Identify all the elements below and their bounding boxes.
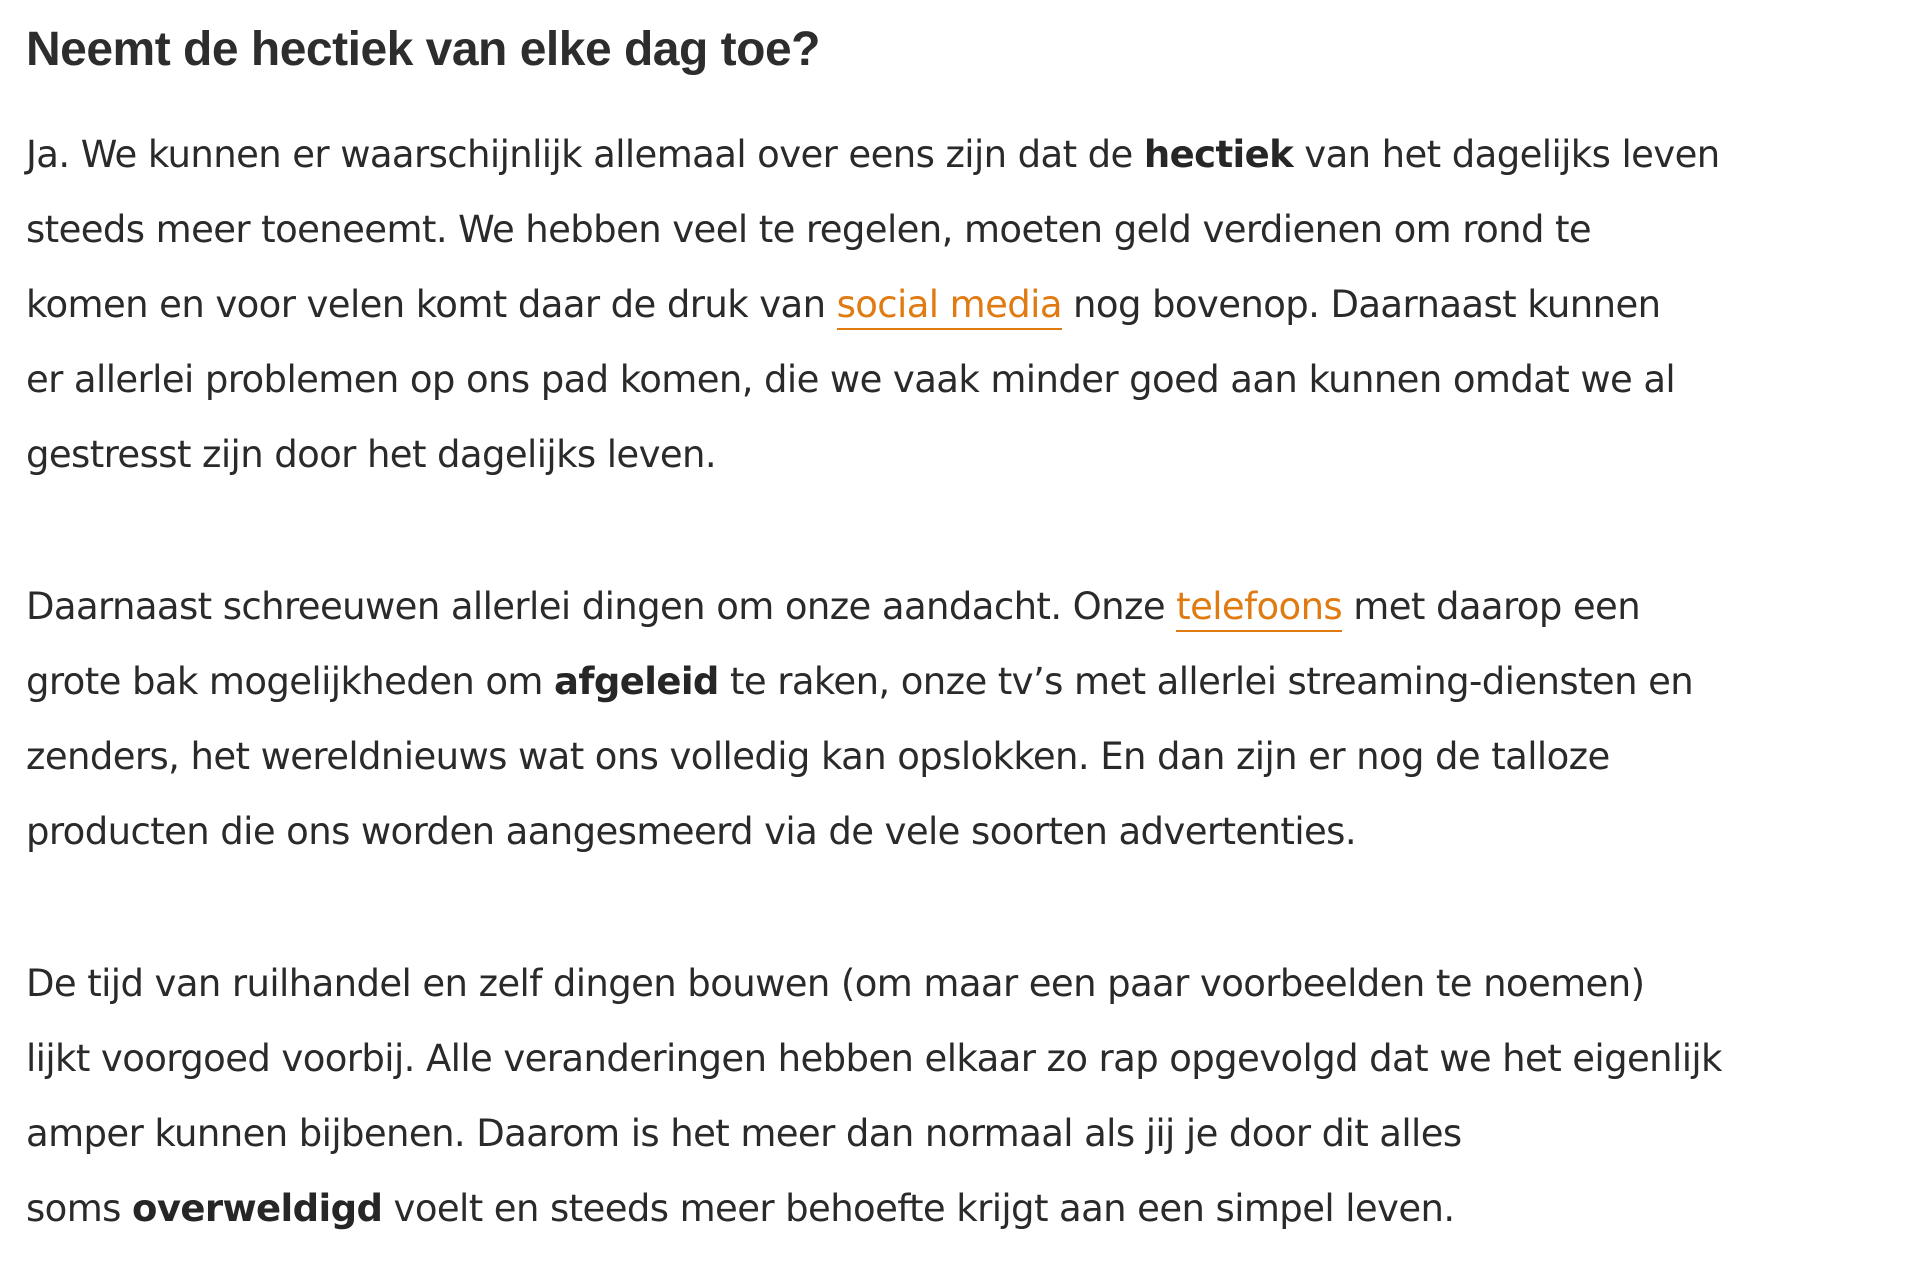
bold-term-overweldigd: overweldigd	[132, 1187, 383, 1230]
section-heading: Neemt de hectiek van elke dag toe?	[26, 23, 820, 76]
text: komen en voor velen komt daar de druk van	[26, 283, 837, 326]
paragraph-1	[26, 117, 1906, 492]
paragraph-3	[26, 946, 1906, 1246]
text: met daarop een	[1342, 585, 1641, 628]
social-media-link[interactable]: social media	[837, 283, 1062, 330]
p1-line-2: steeds meer toeneemt. We hebben veel te regelen, moeten geld verdienen om rond te	[26, 208, 1592, 251]
text: van het dagelijks leven	[1293, 133, 1720, 176]
text: soms	[26, 1187, 132, 1230]
p3-line-3: amper kunnen bijbenen. Daarom is het meer dan normaal als jij je door dit alles	[26, 1112, 1462, 1155]
paragraph-2	[26, 569, 1906, 869]
p1-line-3	[26, 267, 1906, 342]
text: Ja. We kunnen er waarschijnlijk allemaal over eens zijn dat de	[26, 133, 1144, 176]
p1-line-4: er allerlei problemen op ons pad komen, die we vaak minder goed aan kunnen omdat we al	[26, 358, 1676, 401]
p1-line-5: gestresst zijn door het dagelijks leven.	[26, 433, 717, 476]
article	[26, 0, 1906, 1230]
p3-line-2: lijkt voorgoed voorbij. Alle veranderingen hebben elkaar zo rap opgevolgd dat we het eigenlijk	[26, 1037, 1722, 1080]
telefoons-link[interactable]: telefoons	[1176, 585, 1342, 632]
p2-line-4: producten die ons worden aangesmeerd via de vele soorten advertenties.	[26, 810, 1356, 853]
p2-line-2	[26, 644, 1906, 719]
text: grote bak mogelijkheden om	[26, 660, 555, 703]
p1-line-1	[26, 117, 1906, 192]
text: Daarnaast schreeuwen allerlei dingen om onze aandacht. Onze	[26, 585, 1177, 628]
p2-line-3: zenders, het wereldnieuws wat ons volledig kan opslokken. En dan zijn er nog de talloze	[26, 735, 1610, 778]
bold-term-afgeleid: afgeleid	[554, 660, 719, 703]
p3-line-4	[26, 1171, 1906, 1246]
bold-term-hectiek: hectiek	[1143, 133, 1294, 176]
p3-line-1: De tijd van ruilhandel en zelf dingen bouwen (om maar een paar voorbeelden te noemen)	[26, 962, 1645, 1005]
text: te raken, onze tv’s met allerlei streaming-diensten en	[718, 660, 1694, 703]
p2-line-1	[26, 569, 1906, 644]
text: voelt en steeds meer behoefte krijgt aan een simpel leven.	[382, 1187, 1455, 1230]
text: nog bovenop. Daarnaast kunnen	[1061, 283, 1661, 326]
